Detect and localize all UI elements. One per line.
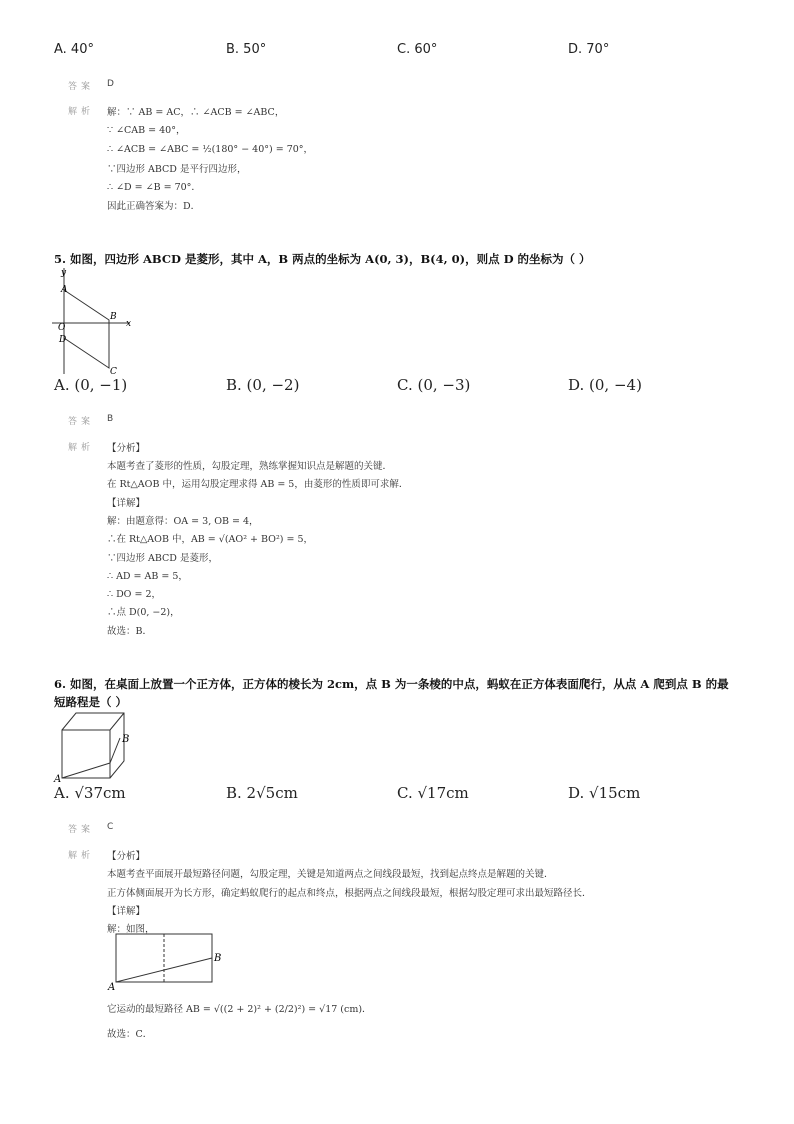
q6-line-5: 解：如图， — [107, 924, 155, 935]
q6-line-4: 【详解】 — [107, 906, 146, 917]
q5-question: 5. 如图，四边形 ABCD 是菱形，其中 A，B 两点的坐标为 A(0, 3)，B(4, 0)，则点 D 的坐标为（ ） — [54, 252, 591, 266]
q5-x-axis-label: x — [126, 319, 132, 329]
q5-option-a[interactable]: A. (0, −1) — [54, 376, 128, 394]
q4-option-d[interactable]: D. 70° — [568, 42, 610, 57]
q5-line-6: ∴在 Rt△AOB 中，AB = √(AO² + BO²) = 5， — [107, 534, 314, 545]
q6-answer-label: 答案 — [68, 825, 95, 835]
q6-line-3: 正方体侧面展开为长方形，确定蚂蚁爬行的起点和终点，根据两点之间线段最短，根据勾股定理可求出最短路径长． — [107, 888, 592, 899]
q4-line-1: 解：∵ AB = AC，∴ ∠ACB = ∠ABC， — [107, 107, 285, 118]
q4-line-2: ∵ ∠CAB = 40°， — [107, 125, 186, 136]
q5-line-9: ∴ DO = 2， — [107, 589, 162, 600]
q4-option-c[interactable]: C. 60° — [397, 42, 438, 57]
q4-line-3: ∴ ∠ACB = ∠ABC = ½(180° − 40°) = 70°， — [107, 144, 314, 155]
q6-analysis-label: 解析 — [68, 851, 95, 861]
q6-option-a[interactable]: A. √37cm — [54, 784, 126, 802]
q5-option-b[interactable]: B. (0, −2) — [226, 376, 300, 394]
q4-analysis-label: 解析 — [68, 107, 95, 117]
q4-answer-label: 答案 — [68, 82, 95, 92]
q6-option-c[interactable]: C. √17cm — [397, 784, 469, 802]
q5-point-b-label: B — [110, 312, 117, 322]
q5-line-4: 【详解】 — [107, 498, 146, 509]
q6-line-2: 本题考查平面展开最短路径问题，勾股定理，关键是知道两点之间线段最短，找到起点终点是解题的关键． — [107, 869, 554, 880]
q5-option-d[interactable]: D. (0, −4) — [568, 376, 642, 394]
q5-line-5: 解：由题意得：OA = 3, OB = 4， — [107, 516, 259, 527]
q5-line-7: ∵四边形 ABCD 是菱形， — [107, 553, 218, 564]
q5-analysis-label: 解析 — [68, 443, 95, 453]
q4-option-b[interactable]: B. 50° — [226, 42, 267, 57]
q6-option-b[interactable]: B. 2√5cm — [226, 784, 298, 802]
q6-fig2-point-b-label: B — [214, 953, 222, 964]
q6-result-line: 它运动的最短路径 AB = √((2 + 2)² + (2/2)²) = √17 (cm)． — [107, 1004, 372, 1015]
q5-point-c-label: C — [110, 367, 117, 376]
q6-fig2-point-a-label: A — [108, 982, 116, 992]
q5-y-axis-label: y — [61, 268, 67, 278]
q6-unfolded-figure — [104, 930, 230, 992]
q4-line-5: ∴ ∠D = ∠B = 70°． — [107, 182, 201, 193]
q5-line-1: 【分析】 — [107, 443, 146, 454]
q4-option-a[interactable]: A. 40° — [54, 42, 94, 57]
q5-origin-label: O — [58, 323, 66, 333]
q5-point-d-label: D — [59, 335, 67, 345]
q5-line-2: 本题考查了菱形的性质，勾股定理，熟练掌握知识点是解题的关键． — [107, 461, 393, 472]
q5-line-3: 在 Rt△AOB 中，运用勾股定理求得 AB = 5，由菱形的性质即可求解． — [107, 479, 409, 490]
q5-answer: B — [107, 414, 114, 424]
q6-answer: C — [107, 822, 114, 832]
q5-point-a-label: A — [61, 285, 68, 295]
q5-line-10: ∴点 D(0, −2)， — [107, 607, 180, 618]
q6-point-a-label: A — [54, 774, 62, 784]
q5-line-11: 故选：B． — [107, 626, 152, 637]
q6-question-line-1: 6. 如图，在桌面上放置一个正方体，正方体的棱长为 2cm，点 B 为一条棱的中点，蚂蚁在正方体表面爬行，从点 A 爬到点 B 的最 — [54, 677, 729, 691]
q6-final-answer-line: 故选：C． — [107, 1029, 153, 1040]
q6-question-line-2: 短路程是（ ） — [54, 695, 128, 709]
q5-line-8: ∴ AD = AB = 5， — [107, 571, 188, 582]
q6-point-b-label: B — [122, 734, 130, 745]
q6-cube-figure — [52, 708, 142, 784]
q5-rhombus-figure — [52, 266, 142, 376]
q6-option-d[interactable]: D. √15cm — [568, 784, 641, 802]
q4-line-6: 因此正确答案为：D． — [107, 201, 201, 212]
q4-answer: D — [107, 79, 114, 89]
q4-line-4: ∵四边形 ABCD 是平行四边形， — [107, 164, 247, 175]
q5-option-c[interactable]: C. (0, −3) — [397, 376, 471, 394]
q5-answer-label: 答案 — [68, 417, 95, 427]
q6-line-1: 【分析】 — [107, 851, 146, 862]
